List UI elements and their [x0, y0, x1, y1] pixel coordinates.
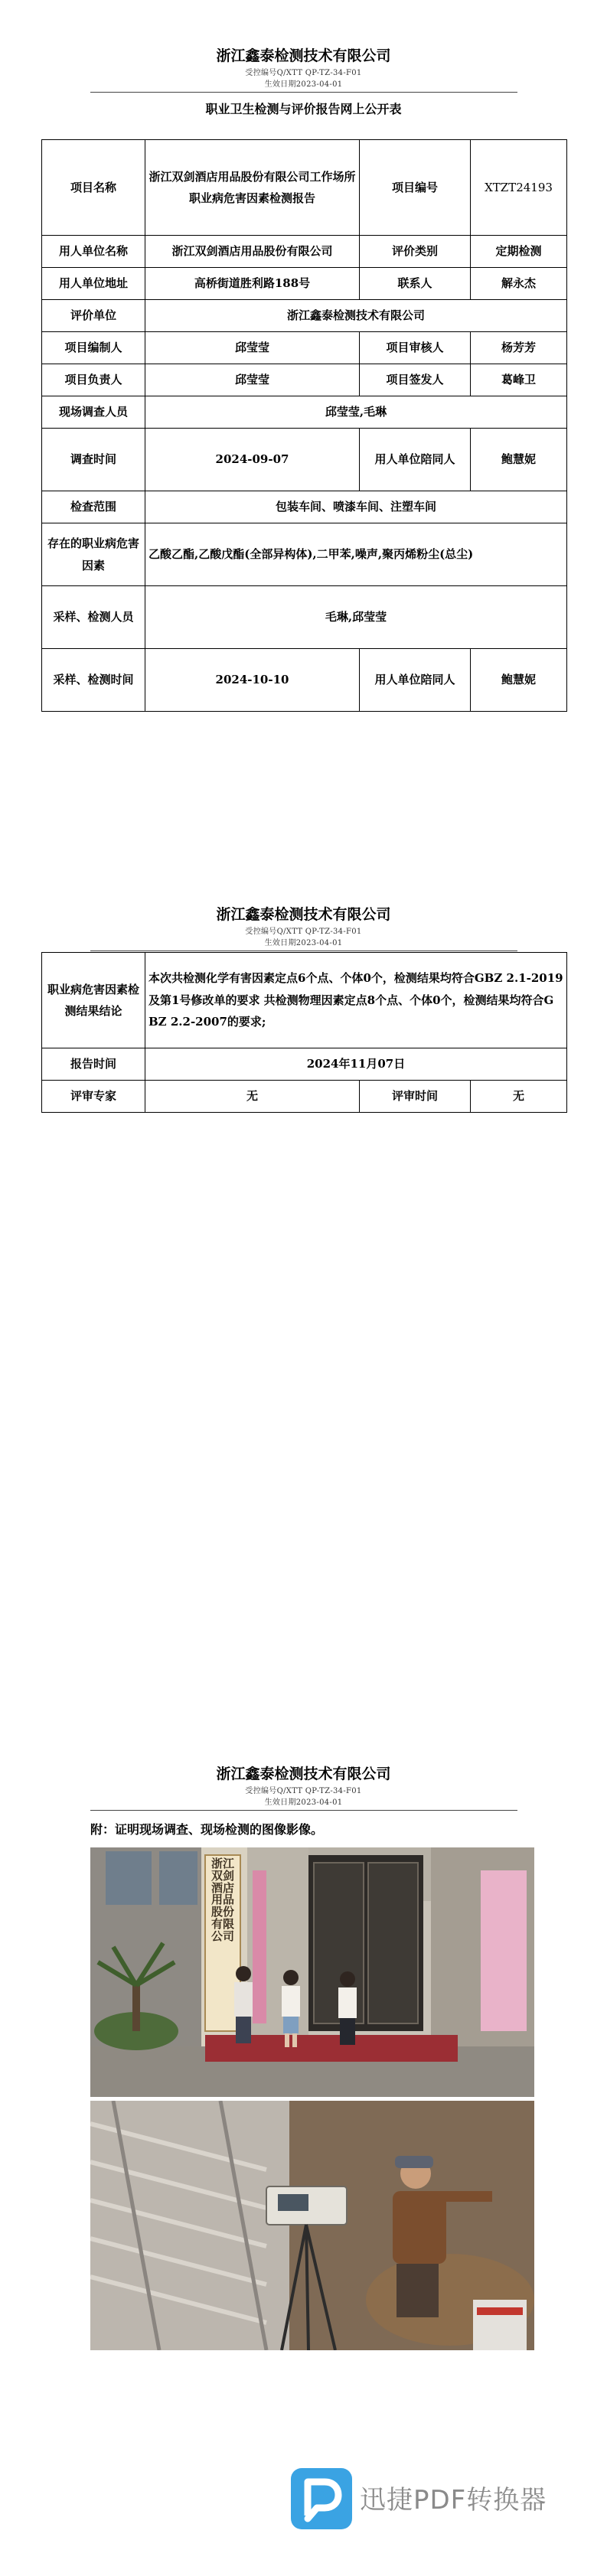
project-name-value: 浙江双剑酒店用品股份有限公司工作场所职业病危害因素检测报告: [145, 140, 360, 236]
survey-time-value: 2024-09-07: [145, 429, 360, 491]
result-label: 职业病危害因素检测结果结论: [42, 953, 145, 1048]
surveyor-value: 邱莹莹,毛琳: [145, 396, 567, 429]
company-header: 浙江鑫泰检测技术有限公司: [216, 1766, 391, 1782]
expert-value: 无: [145, 1081, 360, 1113]
site-detection-photo: [90, 2101, 534, 2350]
table-row: [42, 396, 567, 429]
table-row: [42, 1048, 567, 1081]
effective-date: 生效日期2023-04-01: [264, 939, 343, 947]
scope-label: 检查范围: [42, 491, 145, 523]
effective-date: 生效日期2023-04-01: [264, 1798, 343, 1807]
contact-value: 解永杰: [471, 268, 567, 300]
control-number: 受控编号Q/XTT QP-TZ-34-F01: [245, 928, 362, 936]
contact-label: 联系人: [360, 268, 471, 300]
eval-unit-label: 评价单位: [42, 300, 145, 332]
sample-time-label: 采样、检测时间: [42, 649, 145, 712]
table-row: [42, 649, 567, 712]
sampler-label: 采样、检测人员: [42, 586, 145, 649]
accompany-label-2: 用人单位陪同人: [360, 649, 471, 712]
table-row: [42, 364, 567, 396]
hazard-value: 乙酸乙酯,乙酸戊酯(全部异构体),二甲苯,噪声,聚丙烯粉尘(总尘): [145, 523, 567, 586]
leader-value: 邱莹莹: [145, 364, 360, 396]
accompany-value: 鲍慧妮: [471, 429, 567, 491]
compiler-value: 邱莹莹: [145, 332, 360, 364]
converter-watermark: [291, 2468, 566, 2529]
table-row: [42, 268, 567, 300]
review-time-value: 无: [471, 1081, 567, 1113]
site-survey-photo: [90, 1847, 534, 2097]
surveyor-label: 现场调查人员: [42, 396, 145, 429]
result-value: 本次共检测化学有害因素定点6个点、个体0个，检测结果均符合GBZ 2.1-2019及第1号修改单的要求 共检测物理因素定点8个点、个体0个，检测结果均符合GBZ 2.2-2007的要求;: [145, 953, 567, 1048]
pdf-logo-icon: [291, 2468, 352, 2529]
table-row: [42, 236, 567, 268]
accompany-value-2: 鲍慧妮: [471, 649, 567, 712]
report-time-value: 2024年11月07日: [145, 1048, 567, 1081]
leader-label: 项目负责人: [42, 364, 145, 396]
document-title: 职业卫生检测与评价报告网上公开表: [205, 102, 402, 116]
expert-label: 评审专家: [42, 1081, 145, 1113]
company-header: 浙江鑫泰检测技术有限公司: [216, 47, 391, 64]
eval-type-label: 评价类别: [360, 236, 471, 268]
eval-unit-value: 浙江鑫泰检测技术有限公司: [145, 300, 567, 332]
scope-value: 包装车间、喷漆车间、注塑车间: [145, 491, 567, 523]
sampler-value: 毛琳,邱莹莹: [145, 586, 567, 649]
project-no-value: XTZT24193: [471, 140, 567, 236]
table-row: [42, 140, 567, 236]
employer-address-label: 用人单位地址: [42, 268, 145, 300]
table-row: [42, 332, 567, 364]
sample-time-value: 2024-10-10: [145, 649, 360, 712]
project-no-label: 项目编号: [360, 140, 471, 236]
table-row: [42, 523, 567, 586]
project-name-label: 项目名称: [42, 140, 145, 236]
table-row: [42, 953, 567, 1048]
table-row: [42, 586, 567, 649]
eval-type-value: 定期检测: [471, 236, 567, 268]
company-sign-text: 浙江双剑酒店用品股份有限公司: [210, 1857, 234, 1943]
control-number: 受控编号Q/XTT QP-TZ-34-F01: [245, 69, 362, 77]
compiler-label: 项目编制人: [42, 332, 145, 364]
accompany-label: 用人单位陪同人: [360, 429, 471, 491]
table-row: [42, 300, 567, 332]
survey-time-label: 调查时间: [42, 429, 145, 491]
employer-name-label: 用人单位名称: [42, 236, 145, 268]
employer-address-value: 高桥街道胜利路188号: [145, 268, 360, 300]
reviewer-label: 项目审核人: [360, 332, 471, 364]
header-divider: [90, 92, 517, 93]
company-header: 浙江鑫泰检测技术有限公司: [216, 906, 391, 923]
issuer-value: 葛峰卫: [471, 364, 567, 396]
report-time-label: 报告时间: [42, 1048, 145, 1081]
result-table: [41, 952, 567, 1113]
header-divider: [90, 1810, 517, 1811]
hazard-label: 存在的职业病危害因素: [42, 523, 145, 586]
table-row: [42, 1081, 567, 1113]
reviewer-value: 杨芳芳: [471, 332, 567, 364]
watermark-text: 迅捷PDF转换器: [360, 2485, 547, 2516]
issuer-label: 项目签发人: [360, 364, 471, 396]
table-row: [42, 491, 567, 523]
employer-name-value: 浙江双剑酒店用品股份有限公司: [145, 236, 360, 268]
effective-date: 生效日期2023-04-01: [264, 80, 343, 89]
review-time-label: 评审时间: [360, 1081, 471, 1113]
info-table: [41, 139, 567, 712]
table-row: [42, 429, 567, 491]
control-number: 受控编号Q/XTT QP-TZ-34-F01: [245, 1787, 362, 1795]
attachment-caption: 附：证明现场调查、现场检测的图像影像。: [90, 1822, 324, 1837]
